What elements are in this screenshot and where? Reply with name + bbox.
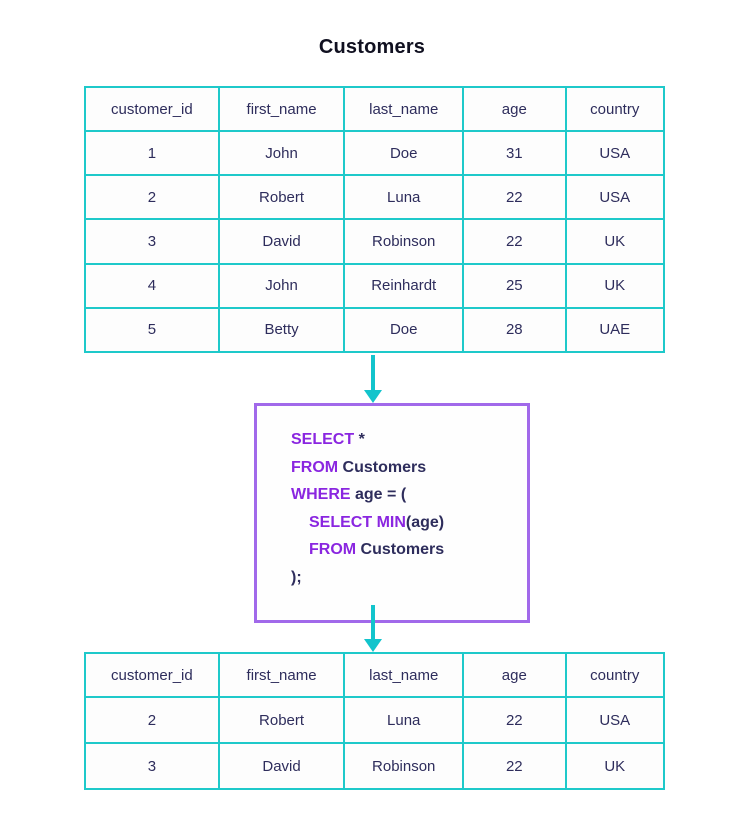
table-cell: David <box>219 743 345 789</box>
sql-query-box <box>254 403 530 623</box>
table-title: Customers <box>318 36 426 58</box>
sql-keyword: SELECT MIN <box>309 513 406 531</box>
sql-line <box>291 454 527 482</box>
table-cell: 22 <box>463 175 565 219</box>
sql-line <box>291 426 527 454</box>
table-cell: UK <box>566 743 664 789</box>
table-cell: UK <box>566 219 664 263</box>
table-cell: 5 <box>85 308 219 352</box>
table-cell: Robert <box>219 697 345 743</box>
table-cell: Robinson <box>344 743 463 789</box>
sql-keyword: SELECT <box>291 431 355 448</box>
table-cell: 22 <box>463 743 565 789</box>
table-cell: 4 <box>85 264 219 308</box>
table-cell: Doe <box>344 131 463 175</box>
table-cell: Robert <box>219 175 345 219</box>
arrow-head-icon <box>364 390 382 403</box>
table-row <box>85 264 664 308</box>
table-cell: 31 <box>463 131 565 175</box>
table-cell: Luna <box>344 175 463 219</box>
column-header: first_name <box>219 87 345 131</box>
table-row <box>85 219 664 263</box>
table-cell: Doe <box>344 308 463 352</box>
column-header: age <box>463 653 565 697</box>
table-row <box>85 131 664 175</box>
table-cell: 3 <box>85 743 219 789</box>
table-cell: 22 <box>463 219 565 263</box>
arrow-shaft <box>371 605 375 640</box>
sql-text: Customers <box>338 458 427 476</box>
sql-text: age = ( <box>350 486 407 503</box>
table-row <box>85 743 664 789</box>
table-cell: 28 <box>463 308 565 352</box>
arrow-down-2 <box>364 605 382 652</box>
result-data-table <box>84 652 665 790</box>
table-row <box>85 175 664 219</box>
table-cell: 2 <box>85 697 219 743</box>
header-row <box>85 653 664 697</box>
sql-line <box>291 564 527 592</box>
column-header: customer_id <box>85 87 219 131</box>
table-cell: USA <box>566 697 664 743</box>
table-cell: USA <box>566 175 664 219</box>
header-row <box>85 87 664 131</box>
column-header: last_name <box>344 653 463 697</box>
column-header: last_name <box>344 87 463 131</box>
table-cell: 2 <box>85 175 219 219</box>
table-cell: Betty <box>219 308 345 352</box>
column-header: first_name <box>219 653 345 697</box>
table-cell: David <box>219 219 345 263</box>
table-cell: 22 <box>463 697 565 743</box>
table-row <box>85 697 664 743</box>
sql-text: Customers <box>356 541 445 558</box>
sql-keyword: FROM <box>291 458 339 476</box>
table-cell: John <box>219 131 345 175</box>
table-cell: 25 <box>463 264 565 308</box>
arrow-shaft <box>371 355 375 391</box>
sql-text: * <box>354 431 365 448</box>
arrow-down-1 <box>364 355 382 403</box>
sql-text: (age) <box>405 513 445 531</box>
source-customers-table <box>84 86 665 353</box>
sql-line <box>291 536 527 564</box>
table-cell: Luna <box>344 697 463 743</box>
sql-keyword: WHERE <box>291 486 351 503</box>
table-cell: UAE <box>566 308 664 352</box>
table-row <box>85 308 664 352</box>
customers-data-table <box>84 86 665 353</box>
sql-text: ); <box>291 568 302 586</box>
result-table <box>84 652 665 790</box>
table-cell: Reinhardt <box>344 264 463 308</box>
arrow-head-icon <box>364 639 382 652</box>
sql-line <box>291 481 527 509</box>
column-header: customer_id <box>85 653 219 697</box>
sql-keyword: FROM <box>309 541 357 558</box>
table-cell: UK <box>566 264 664 308</box>
table-cell: USA <box>566 131 664 175</box>
table-cell: 1 <box>85 131 219 175</box>
table-cell: Robinson <box>344 219 463 263</box>
table-cell: 3 <box>85 219 219 263</box>
column-header: country <box>566 87 664 131</box>
column-header: country <box>566 653 664 697</box>
sql-line <box>291 509 527 537</box>
table-cell: John <box>219 264 345 308</box>
column-header: age <box>463 87 565 131</box>
